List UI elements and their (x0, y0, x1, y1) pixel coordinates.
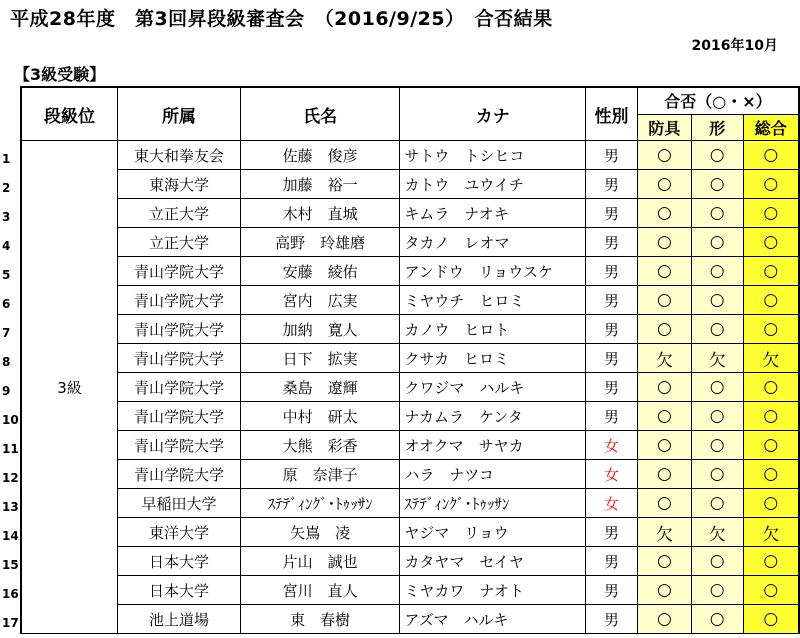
kana-cell: ハラ ナツコ (400, 460, 586, 489)
armor-result-cell: ○ (637, 402, 691, 431)
armor-result-cell: ○ (637, 141, 691, 170)
armor-result-cell: ○ (637, 199, 691, 228)
form-result-cell: ○ (691, 315, 743, 344)
form-result-cell: 欠 (691, 344, 743, 373)
armor-result-cell: ○ (637, 286, 691, 315)
kana-cell: キムラ ナオキ (400, 199, 586, 228)
form-result-cell: ○ (691, 547, 743, 576)
row-number: 10 (2, 413, 19, 427)
gender-cell: 男 (586, 141, 638, 170)
affiliation-cell: 東海大学 (118, 170, 241, 199)
overall-result-cell: 欠 (743, 344, 799, 373)
affiliation-cell: 青山学院大学 (118, 460, 241, 489)
row-number: 7 (2, 326, 11, 340)
row-number: 12 (2, 471, 19, 485)
row-number: 17 (2, 616, 19, 630)
table-row (21, 431, 799, 460)
gender-cell: 男 (586, 402, 638, 431)
gender-cell: 男 (586, 576, 638, 605)
row-number-column (0, 145, 18, 638)
name-cell: 宮内 広実 (240, 286, 400, 315)
table-row (21, 315, 799, 344)
armor-result-cell: 欠 (637, 518, 691, 547)
gender-cell: 男 (586, 344, 638, 373)
row-number: 14 (2, 529, 19, 543)
overall-result-cell: ○ (743, 605, 799, 634)
table-row (21, 199, 799, 228)
affiliation-cell: 日本大学 (118, 547, 241, 576)
overall-result-cell: 欠 (743, 518, 799, 547)
gender-cell: 男 (586, 605, 638, 634)
affiliation-cell: 青山学院大学 (118, 402, 241, 431)
affiliation-cell: 東洋大学 (118, 518, 241, 547)
name-cell: 桑島 遼輝 (240, 373, 400, 402)
name-cell: 安藤 綾佑 (240, 257, 400, 286)
overall-result-cell: ○ (743, 373, 799, 402)
page-title: 平成28年度 第3回昇段級審査会 （2016/9/25） 合否結果 (10, 8, 553, 30)
kana-cell: ミヤウチ ヒロミ (400, 286, 586, 315)
armor-result-cell: ○ (637, 489, 691, 518)
name-cell: 加納 寛人 (240, 315, 400, 344)
armor-result-cell: ○ (637, 373, 691, 402)
results-table (20, 86, 800, 634)
kana-cell: カトウ ユウイチ (400, 170, 586, 199)
overall-result-cell: ○ (743, 199, 799, 228)
header-affiliation: 所属 (118, 87, 241, 141)
form-result-cell: ○ (691, 605, 743, 634)
affiliation-cell: 青山学院大学 (118, 373, 241, 402)
affiliation-cell: 立正大学 (118, 199, 241, 228)
name-cell: 矢嶌 凌 (240, 518, 400, 547)
row-number: 4 (2, 239, 11, 253)
kana-cell: クサカ ヒロミ (400, 344, 586, 373)
table-row (21, 286, 799, 315)
name-cell: 原 奈津子 (240, 460, 400, 489)
header-result: 合否（○・×） (637, 87, 799, 114)
overall-result-cell: ○ (743, 547, 799, 576)
overall-result-cell: ○ (743, 315, 799, 344)
affiliation-cell: 青山学院大学 (118, 344, 241, 373)
overall-result-cell: ○ (743, 431, 799, 460)
gender-cell: 男 (586, 257, 638, 286)
kana-cell: クワジマ ハルキ (400, 373, 586, 402)
name-cell: 中村 研太 (240, 402, 400, 431)
header-kana: カナ (400, 87, 586, 141)
affiliation-cell: 池上道場 (118, 605, 241, 634)
table-row (21, 402, 799, 431)
gender-cell: 男 (586, 170, 638, 199)
kana-cell: タカノ レオマ (400, 228, 586, 257)
row-number: 11 (2, 442, 19, 456)
row-number: 6 (2, 297, 11, 311)
gender-cell: 男 (586, 518, 638, 547)
affiliation-cell: 日本大学 (118, 576, 241, 605)
kana-cell: ナカムラ ケンタ (400, 402, 586, 431)
form-result-cell: ○ (691, 576, 743, 605)
overall-result-cell: ○ (743, 489, 799, 518)
name-cell: 宮川 直人 (240, 576, 400, 605)
row-number: 5 (2, 268, 11, 282)
armor-result-cell: ○ (637, 576, 691, 605)
header-overall: 総合 (743, 114, 799, 141)
header-gender: 性別 (586, 87, 638, 141)
kana-cell: アンドウ リョウスケ (400, 257, 586, 286)
affiliation-cell: 青山学院大学 (118, 315, 241, 344)
overall-result-cell: ○ (743, 460, 799, 489)
table-row (21, 547, 799, 576)
affiliation-cell: 東大和拳友会 (118, 141, 241, 170)
row-number: 9 (2, 384, 11, 398)
form-result-cell: ○ (691, 402, 743, 431)
armor-result-cell: ○ (637, 170, 691, 199)
overall-result-cell: ○ (743, 286, 799, 315)
name-cell: 加藤 裕一 (240, 170, 400, 199)
name-cell: 高野 玲雄磨 (240, 228, 400, 257)
form-result-cell: ○ (691, 228, 743, 257)
row-number: 1 (2, 152, 11, 166)
table-row (21, 460, 799, 489)
armor-result-cell: 欠 (637, 344, 691, 373)
grade-cell: 3級 (21, 141, 118, 634)
row-number: 15 (2, 558, 19, 572)
overall-result-cell: ○ (743, 141, 799, 170)
header-grade: 段級位 (21, 87, 118, 141)
header-name: 氏名 (240, 87, 400, 141)
kana-cell: オオクマ サヤカ (400, 431, 586, 460)
table-row (21, 373, 799, 402)
header-armor: 防具 (637, 114, 691, 141)
armor-result-cell: ○ (637, 315, 691, 344)
section-heading: 【3級受験】 (14, 65, 106, 84)
gender-cell: 男 (586, 315, 638, 344)
name-cell: 日下 拡実 (240, 344, 400, 373)
table-row (21, 489, 799, 518)
name-cell: 佐藤 俊彦 (240, 141, 400, 170)
gender-cell: 女 (586, 460, 638, 489)
gender-cell: 男 (586, 373, 638, 402)
table-row (21, 228, 799, 257)
affiliation-cell: 青山学院大学 (118, 257, 241, 286)
form-result-cell: ○ (691, 286, 743, 315)
form-result-cell: 欠 (691, 518, 743, 547)
name-cell: 大熊 彩香 (240, 431, 400, 460)
row-number: 13 (2, 500, 19, 514)
armor-result-cell: ○ (637, 431, 691, 460)
affiliation-cell: 青山学院大学 (118, 431, 241, 460)
form-result-cell: ○ (691, 460, 743, 489)
table-row (21, 605, 799, 634)
form-result-cell: ○ (691, 170, 743, 199)
kana-cell: カタヤマ セイヤ (400, 547, 586, 576)
armor-result-cell: ○ (637, 228, 691, 257)
kana-cell: サトウ トシヒコ (400, 141, 586, 170)
name-cell: 東 春樹 (240, 605, 400, 634)
row-number: 8 (2, 355, 11, 369)
table-row (21, 257, 799, 286)
table-row (21, 170, 799, 199)
overall-result-cell: ○ (743, 170, 799, 199)
form-result-cell: ○ (691, 199, 743, 228)
name-cell: ｽﾃﾃﾞｨﾝｸﾞ･ﾄｩｯｻﾝ (240, 489, 400, 518)
affiliation-cell: 青山学院大学 (118, 286, 241, 315)
form-result-cell: ○ (691, 257, 743, 286)
form-result-cell: ○ (691, 141, 743, 170)
overall-result-cell: ○ (743, 402, 799, 431)
gender-cell: 男 (586, 286, 638, 315)
header-form: 形 (691, 114, 743, 141)
kana-cell: カノウ ヒロト (400, 315, 586, 344)
kana-cell: アズマ ハルキ (400, 605, 586, 634)
armor-result-cell: ○ (637, 460, 691, 489)
name-cell: 片山 誠也 (240, 547, 400, 576)
kana-cell: ミヤカワ ナオト (400, 576, 586, 605)
gender-cell: 男 (586, 547, 638, 576)
gender-cell: 男 (586, 228, 638, 257)
overall-result-cell: ○ (743, 257, 799, 286)
form-result-cell: ○ (691, 431, 743, 460)
armor-result-cell: ○ (637, 257, 691, 286)
affiliation-cell: 立正大学 (118, 228, 241, 257)
row-number: 2 (2, 181, 11, 195)
gender-cell: 女 (586, 489, 638, 518)
row-number: 16 (2, 587, 19, 601)
row-number: 3 (2, 210, 11, 224)
table-row (21, 576, 799, 605)
table-row (21, 141, 799, 170)
kana-cell: ヤジマ リョウ (400, 518, 586, 547)
affiliation-cell: 早稲田大学 (118, 489, 241, 518)
gender-cell: 女 (586, 431, 638, 460)
name-cell: 木村 直城 (240, 199, 400, 228)
table-row (21, 518, 799, 547)
kana-cell: ｽﾃﾃﾞｨﾝｸﾞ･ﾄｩｯｻﾝ (400, 489, 586, 518)
armor-result-cell: ○ (637, 605, 691, 634)
form-result-cell: ○ (691, 489, 743, 518)
overall-result-cell: ○ (743, 576, 799, 605)
armor-result-cell: ○ (637, 547, 691, 576)
gender-cell: 男 (586, 199, 638, 228)
report-date: 2016年10月 (691, 38, 778, 54)
table-row (21, 344, 799, 373)
form-result-cell: ○ (691, 373, 743, 402)
overall-result-cell: ○ (743, 228, 799, 257)
